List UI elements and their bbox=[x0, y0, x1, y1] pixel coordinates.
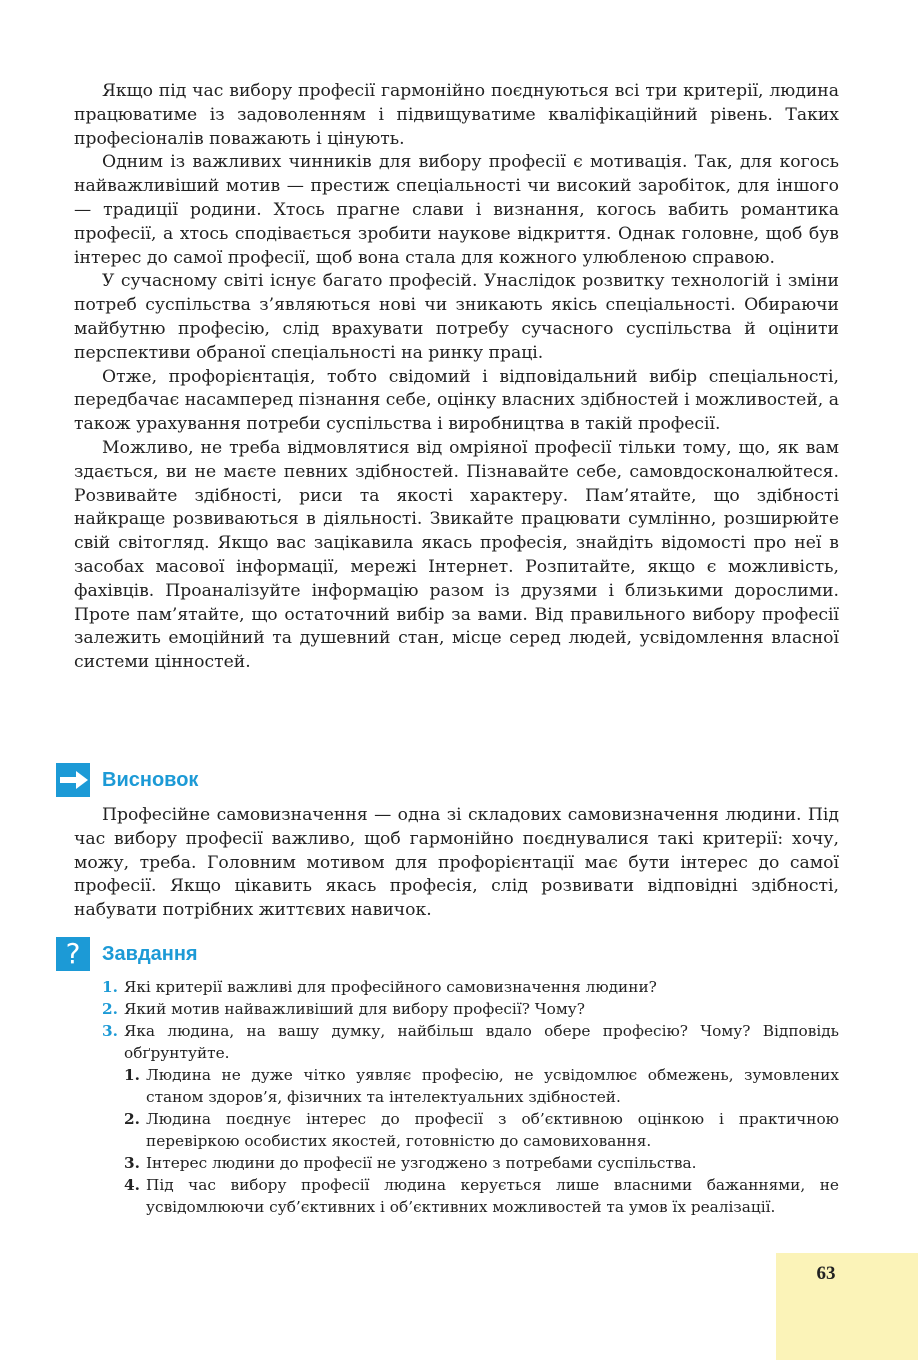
page-number: 63 bbox=[816, 1263, 836, 1284]
subtask-number: 4. bbox=[124, 1176, 140, 1194]
task-text: Який мотив найважливіший для вибору професії? Чому? bbox=[124, 1000, 585, 1018]
list-item bbox=[124, 1152, 839, 1174]
page-number-tab bbox=[776, 1253, 918, 1360]
subtask-list bbox=[124, 1064, 839, 1218]
paragraph: Можливо, не треба відмовлятися від омріяної професії тільки тому, що, як вам здається, ви не маєте певних здібностей. Пізнавайте себе, самовдосконалюйтеся. Розвивайте здібності, риси та якості характеру. Пам’ятайте, що здібності найкраще розвиваються в діяльності. Звикайте працювати сумлінно, розширюйте свій світогляд. Якщо вас зацікавила якась професія, знайдіть відомості про неї в засобах масової інформації, мережі Інтернет. Розпитайте, якщо є можливість, фахівців. Проаналізуйте інформацію разом із друзями і близькими дорослими. Проте пам’ятайте, що остаточний вибір за вами. Від правильного вибору професії залежить емоційний та душевний стан, місце серед людей, усвідомлення власної системи цінностей. bbox=[74, 437, 839, 673]
task-text: Які критерії важливі для професійного самовизначення людини? bbox=[124, 978, 657, 996]
paragraph: Одним із важливих чинників для вибору професії є мотивація. Так, для когось найважливіший мотив — престиж спеціальності чи високий заробіток, для іншого — традиції родини. Хтось прагне слави і визнання, когось вабить романтика професії, а хтось сподівається зробити наукове відкриття. Однак головне, щоб був інтерес до самої професії, щоб вона стала для кожного улюбленою справою. bbox=[74, 152, 839, 268]
main-text bbox=[74, 80, 839, 675]
conclusion-heading bbox=[56, 763, 198, 797]
list-item bbox=[124, 1064, 839, 1108]
list-item bbox=[102, 1020, 839, 1064]
task-text: Яка людина, на вашу думку, найбільш вдало обере професію? Чому? Відповідь обґрунтуйте. bbox=[124, 1022, 839, 1062]
list-item bbox=[102, 998, 839, 1020]
task-list bbox=[102, 976, 839, 1218]
subtask-text: Людина поєднує інтерес до професії з об’єктивною оцінкою і практичною перевіркою особистих якостей, готовністю до самовиховання. bbox=[146, 1110, 839, 1150]
paragraph: Якщо під час вибору професії гармонійно поєднуються всі три критерії, людина працюватиме із задоволенням і підвищуватиме кваліфікаційний рівень. Таких професіоналів поважають і цінують. bbox=[74, 81, 839, 149]
list-item bbox=[102, 976, 839, 998]
subtask-number: 3. bbox=[124, 1154, 140, 1172]
subtask-number: 2. bbox=[124, 1110, 140, 1128]
subtask-text: Інтерес людини до професії не узгоджено з потребами суспільства. bbox=[146, 1154, 697, 1172]
subtask-text: Людина не дуже чітко уявляє професію, не усвідомлює обмежень, зумовлених станом здоров’я, фізичних та інтелектуальних здібностей. bbox=[146, 1066, 839, 1106]
task-number: 3. bbox=[102, 1022, 118, 1040]
list-item bbox=[124, 1108, 839, 1152]
tasks-title: Завдання bbox=[102, 942, 198, 965]
paragraph: У сучасному світі існує багато професій. Унаслідок розвитку технологій і зміни потреб суспільства з’являються нові чи зникають якісь спеціальності. Обираючи майбутню професію, слід врахувати потребу сучасного суспільства й оцінити перспективи обраної спеціальності на ринку праці. bbox=[74, 271, 839, 363]
tasks-heading bbox=[56, 937, 198, 971]
task-number: 2. bbox=[102, 1000, 118, 1018]
paragraph: Отже, профорієнтація, тобто свідомий і відповідальний вибір спеціальності, передбачає насамперед пізнання себе, оцінку власних здібностей і можливостей, а також урахування потреби суспільства і виробництва в такій професії. bbox=[74, 366, 839, 435]
subtask-text: Під час вибору професії людина керується лише власними бажаннями, не усвідомлюючи суб’єктивних і об’єктивних можливостей та умов їх реалізації. bbox=[146, 1176, 839, 1216]
subtask-number: 1. bbox=[124, 1066, 140, 1084]
conclusion-title: Висновок bbox=[102, 768, 199, 791]
list-item bbox=[124, 1174, 839, 1218]
question-icon: ? bbox=[56, 937, 90, 971]
task-number: 1. bbox=[102, 978, 118, 996]
conclusion-text: Професійне самовизначення — одна зі складових самовизначення людини. Під час вибору професії важливо, щоб гармонійно поєднувалися такі критерії: хочу, можу, треба. Головним мотивом для профорієнтації має бути інтерес до самої професії. Якщо цікавить якась професія, слід розвивати відповідні здібності, набувати потрібних життєвих навичок. bbox=[74, 805, 839, 921]
arrow-right-icon bbox=[56, 763, 90, 797]
